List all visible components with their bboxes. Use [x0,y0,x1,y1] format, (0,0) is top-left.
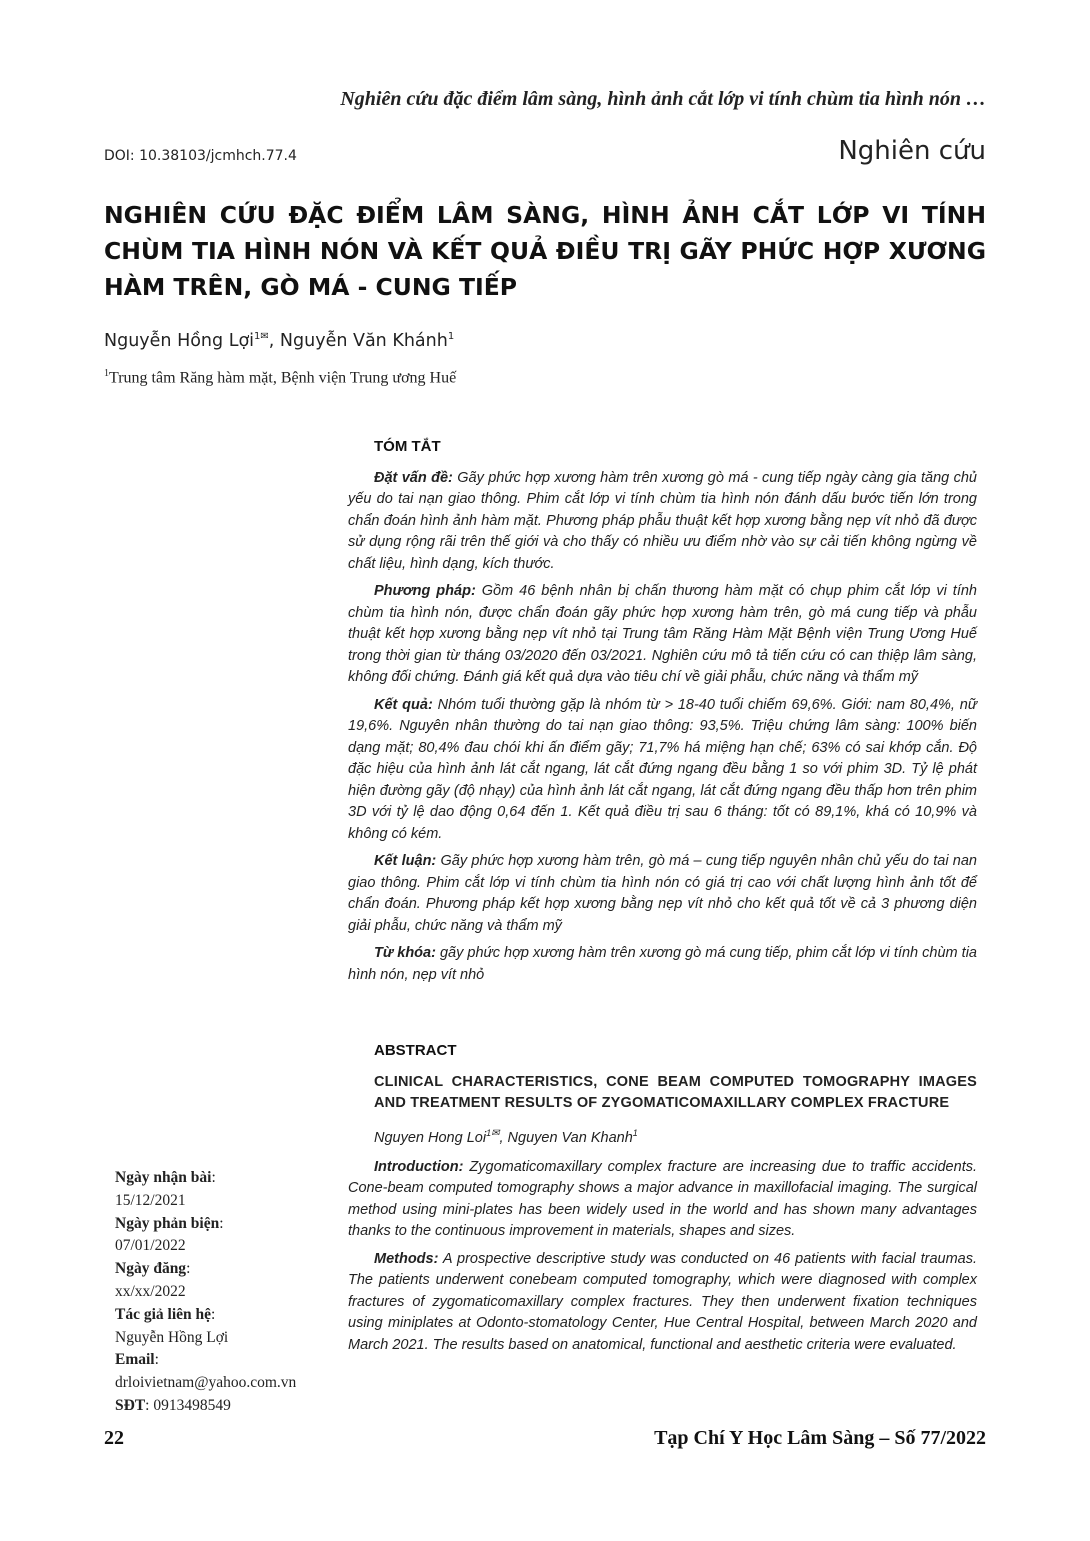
abstract-title: CLINICAL CHARACTERISTICS, CONE BEAM COMPUTED TOMOGRAPHY IMAGES AND TREATMENT RESULTS OF ZYGOMATICOMAXILLARY COMPLEX FRACTURE [374,1073,977,1111]
author-separator: , [268,331,280,351]
published-label: Ngày đăng [115,1260,187,1278]
abstract-paragraph-introduction [348,1157,977,1243]
paragraph-label: Introduction: [374,1158,464,1175]
page-number: 22 [104,1427,124,1449]
author-separator: , [499,1129,508,1146]
article-info-sidebar: Ngày nhận bài: 15/12/2021 Ngày phản biện: 07/01/2022 Ngày đăng: xx/xx/2022 Tác giả liên hệ: Nguyễn Hồng Lợi Email: drloivietnam@yahoo.com.vn SĐT: 0913498549 [115,1167,345,1418]
paragraph-text: Gãy phức hợp xương hàm trên xương gò má - cung tiếp ngày càng gia tăng chủ yếu do tai nạn giao thông. Phim cắt lớp vi tính chùm tia hình nón đánh dấu bước tiến lớn trong chẩn đoán hình ảnh hàm mặt. Phương pháp phẫu thuật kết hợp xương bằng nẹp vít nhỏ đã được sử dụng rộng rãi trên thế giới và cho thấy có nhiều ưu điểm nhờ vào sự cải tiến không ngừng về chất liệu, hình dạng, kích thước. [348,469,977,572]
paragraph-label: Methods: [374,1250,439,1267]
summary-paragraph-keywords [348,943,977,986]
paragraph-label: Kết luận: [374,853,437,869]
affiliation-text: Trung tâm Răng hàm mặt, Bệnh viện Trung ương Huế [109,369,457,387]
author-name: Nguyen Van Khanh [507,1129,633,1146]
author-affiliation-mark: 1 [447,331,455,343]
corresponding-author-value: Nguyễn Hồng Lợi [115,1328,229,1346]
phone-value: 0913498549 [153,1396,231,1414]
doi: DOI: 10.38103/jcmhch.77.4 [104,148,297,164]
author-affiliation-mark: 1 [632,1127,638,1138]
corresponding-author-label: Tác giả liên hệ [115,1305,212,1323]
summary-paragraph-background [348,468,977,576]
author-affiliation-mark: 1 [486,1127,492,1138]
affiliation-mark: 1 [104,368,109,379]
paragraph-text: Gãy phức hợp xương hàm trên, gò má – cung tiếp nguyên nhân chủ yếu do tai nan giao thông. Phim cắt lớp vi tính chùm tia hình nón có giá trị cao với chất lượng hình ảnh tốt để chẩn đoán. Phương pháp kết hợp xương bằng nẹp vít nhỏ cho kết quả tốt về cả 3 phương diện giải phẫu, chức năng và thẩm mỹ [348,853,977,934]
email-value: drloivietnam@yahoo.com.vn [115,1374,297,1392]
paragraph-label: Phương pháp: [374,583,476,599]
envelope-icon: ✉ [260,331,269,343]
received-value: 15/12/2021 [115,1191,186,1209]
author-name: Nguyen Hong Loi [374,1129,487,1146]
abstract-english [348,1040,977,1362]
author-affiliation-mark: 1 [254,331,261,343]
author-name: Nguyễn Hồng Lợi [104,331,255,351]
paragraph-text: Gồm 46 bệnh nhân bị chấn thương hàm mặt có chụp phim cắt lớp vi tính chùm tia hình nón, được chẩn đoán gãy phức hợp xương hàm trên, gò má cung tiếp và phẫu thuật kết hợp xương bằng nẹp vít nhỏ tại Trung tâm Răng Hàm Mặt Bệnh viện Trung Ương Huế trong thời gian từ tháng 03/2020 đến 03/2021. Nghiên cứu mô tả tiến cứu có can thiệp lâm sàng, không đối chứng. Đánh giá kết quả dựa vào tiêu chí về giải phẫu, chức năng và thẩm mỹ [348,583,977,685]
summary-paragraph-results [348,695,977,846]
abstract-heading: ABSTRACT [374,1042,457,1059]
phone-label: SĐT [115,1396,146,1414]
published-value: xx/xx/2022 [115,1282,186,1300]
running-head: Nghiên cứu đặc điểm lâm sàng, hình ảnh cắt lớp vi tính chùm tia hình nón … [340,88,986,110]
review-label: Ngày phản biện [115,1214,220,1232]
section-label: Nghiên cứu [838,136,986,166]
affiliation [104,368,456,387]
review-value: 07/01/2022 [115,1237,186,1255]
paragraph-text: Nhóm tuổi thường gặp là nhóm từ > 18-40 tuổi chiếm 69,6%. Giới: nam 80,4%, nữ 19,6%. Nguyên nhân thường do tai nạn giao thông: 93,5%. Triệu chứng lâm sàng: 100% biến dạng mặt; 80,4% đau chói khi ấn điểm gãy; 71,7% há miệng hạn chế; 63% có sai khớp cắn. Độ đặc hiệu của hình ảnh lát cắt ngang, lát cắt đứng ngang đều bằng 1 so với phim 3D. Tỷ lệ phát hiện đường gãy (độ nhạy) của hình ảnh lát cắt ngang, lát cắt đứng ngang đều thấp hơn trên phim 3D với tỷ lệ dao động 0,64 đến 1. Kết quả điều trị sau 6 tháng: tốt có 89,1%, khá có 10,9% và không có kém. [348,696,978,842]
paragraph-label: Đặt vấn đề: [374,469,453,486]
abstract-authors [374,1123,977,1149]
author-list [104,331,454,351]
email-label: Email [115,1351,155,1369]
author-name: Nguyễn Văn Khánh [279,331,448,351]
journal-footer: Tạp Chí Y Học Lâm Sàng – Số 77/2022 [654,1427,986,1449]
envelope-icon: ✉ [491,1127,500,1139]
paragraph-label: Kết quả: [374,696,433,713]
abstract-paragraph-methods [348,1249,977,1357]
paragraph-label: Từ khóa: [374,945,436,961]
paragraph-text: A prospective descriptive study was conducted on 46 patients with facial traumas. The patients underwent conebeam computed tomography, which were diagnosed with complex fractures of zygomaticomaxillary complex fractures. They then underwent fixation techniques using miniplates at Odonto-stomatology Center, Hue Central Hospital, between March 2020 and March 2021. The results based on anatomical, functional and aesthetic criteria were evaluated. [348,1250,977,1353]
received-label: Ngày nhận bài [115,1169,212,1186]
paragraph-text: gãy phức hợp xương hàm trên xương gò má cung tiếp, phim cắt lớp vi tính chùm tia hình nón, nẹp vít nhỏ [348,945,977,983]
summary-paragraph-conclusion [348,851,977,937]
summary-vietnamese [348,436,977,992]
article-title: NGHIÊN CỨU ĐẶC ĐIỂM LÂM SÀNG, HÌNH ẢNH CẮT LỚP VI TÍNH CHÙM TIA HÌNH NÓN VÀ KẾT QUẢ ĐIỀU TRỊ GÃY PHỨC HỢP XƯƠNG HÀM TRÊN, GÒ MÁ - CUNG TIẾP [104,201,986,301]
summary-paragraph-methods [348,581,977,689]
paragraph-text: Zygomaticomaxillary complex fracture are increasing due to traffic accidents. Cone-beam computed tomography shows a major advance in maxillofacial imaging. The surgical method using mini-plates has been widely used in the world and has shown many advantages thanks to the continuous improvement in materials, shapes and sizes. [348,1158,977,1240]
summary-heading: TÓM TẮT [374,438,441,455]
